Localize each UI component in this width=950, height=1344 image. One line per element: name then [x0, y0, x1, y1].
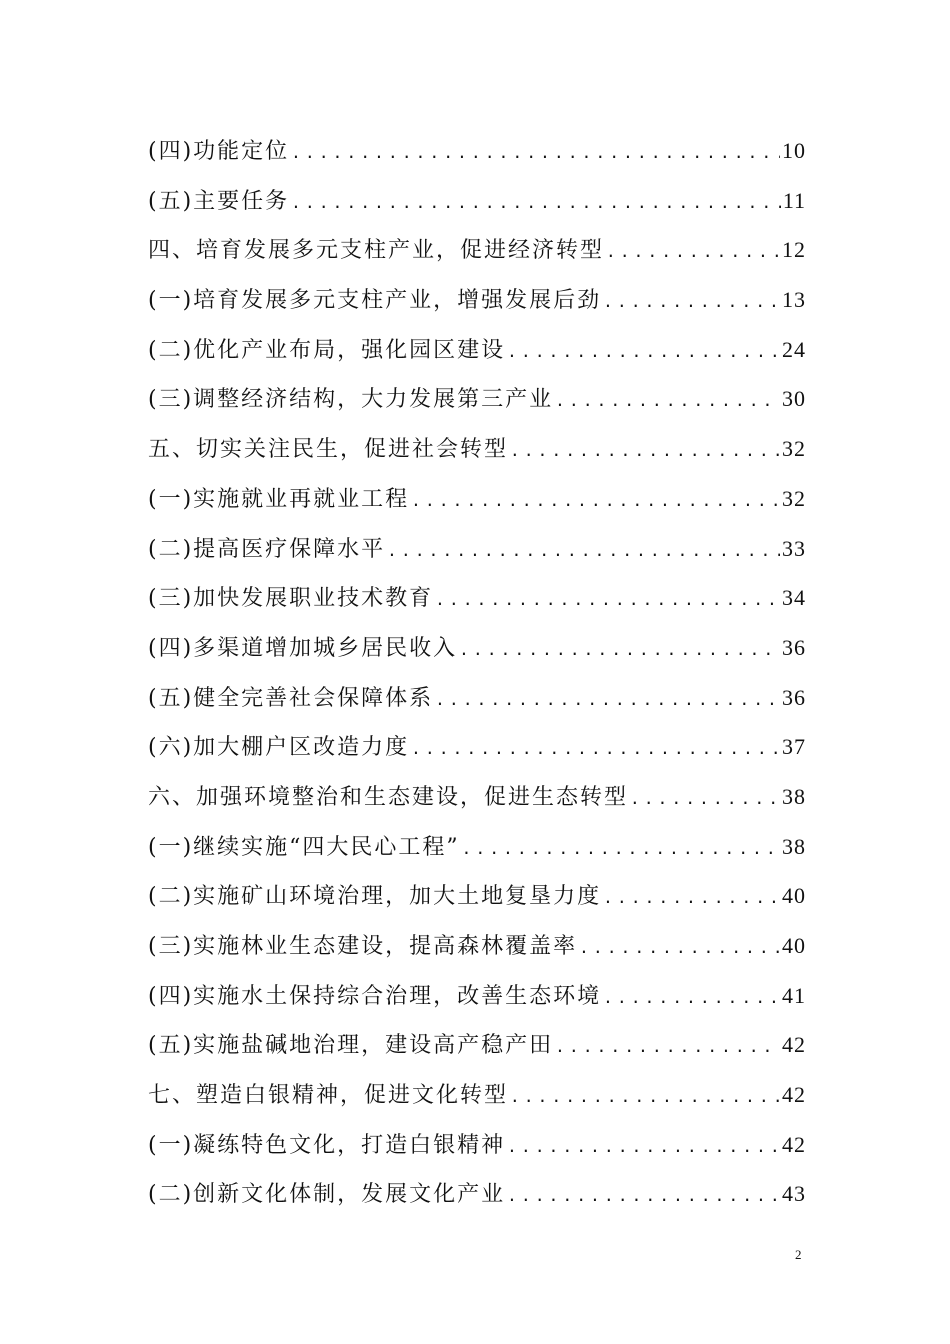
toc-leader-dots	[411, 476, 780, 526]
toc-entry-page: 12	[782, 237, 806, 263]
toc-leader-dots	[435, 675, 780, 725]
toc-entry[interactable]	[148, 822, 806, 872]
toc-entry[interactable]	[148, 573, 806, 623]
toc-entry-page: 40	[782, 883, 806, 909]
toc-entry-title: 五、切实关注民生，促进社会转型	[148, 437, 509, 463]
toc-entry[interactable]	[148, 871, 806, 921]
page-number: 2	[795, 1247, 802, 1262]
toc-entry[interactable]	[148, 325, 806, 375]
toc-leader-dots	[579, 923, 780, 973]
toc-entry-title: (一)继续实施“四大民心工程”	[148, 834, 460, 860]
toc-entry-page: 42	[782, 1032, 806, 1058]
toc-entry[interactable]	[148, 623, 806, 673]
toc-leader-dots	[555, 1022, 780, 1072]
toc-entry-page: 30	[782, 386, 806, 412]
toc-entry-title: (六)加大棚户区改造力度	[148, 735, 410, 761]
toc-leader-dots	[462, 824, 780, 874]
toc-entry[interactable]	[148, 772, 806, 822]
toc-entry-title: (一)实施就业再就业工程	[148, 486, 410, 512]
toc-entry[interactable]	[148, 1070, 806, 1120]
toc-entry-page: 33	[782, 535, 806, 561]
table-of-contents	[148, 126, 806, 1219]
toc-entry-title: (一)凝练特色文化，打造白银精神	[148, 1132, 506, 1158]
toc-entry[interactable]	[148, 673, 806, 723]
toc-entry[interactable]	[148, 524, 806, 574]
toc-entry-title: (二)实施矿山环境治理，加大土地复垦力度	[148, 884, 602, 910]
toc-entry-title: (二)创新文化体制，发展文化产业	[148, 1182, 506, 1208]
toc-leader-dots	[291, 178, 781, 228]
toc-entry-page: 38	[782, 783, 806, 809]
toc-entry-title: (二)优化产业布局，强化园区建设	[148, 337, 506, 363]
toc-entry[interactable]	[148, 971, 806, 1021]
toc-entry[interactable]	[148, 275, 806, 325]
toc-entry-page: 32	[782, 485, 806, 511]
toc-leader-dots	[510, 426, 780, 476]
toc-entry-title: (四)功能定位	[148, 139, 290, 164]
toc-leader-dots	[507, 327, 780, 377]
toc-entry-page: 24	[782, 336, 806, 362]
toc-entry-title: (五)健全完善社会保障体系	[148, 685, 434, 711]
toc-leader-dots	[606, 227, 780, 277]
toc-leader-dots	[555, 376, 780, 426]
toc-leader-dots	[387, 526, 780, 576]
toc-entry-title: (三)调整经济结构，大力发展第三产业	[148, 387, 554, 413]
toc-leader-dots	[459, 625, 780, 675]
toc-entry[interactable]	[148, 176, 806, 226]
toc-leader-dots	[507, 1122, 780, 1172]
toc-entry-title: 六、加强环境整治和生态建设，促进生态转型	[148, 784, 629, 810]
toc-leader-dots	[411, 724, 780, 774]
toc-entry-page: 11	[782, 187, 806, 213]
toc-entry-title: 四、培育发展多元支柱产业，促进经济转型	[148, 238, 605, 264]
toc-entry-page: 40	[782, 933, 806, 958]
toc-entry[interactable]	[148, 722, 806, 772]
toc-entry-page: 13	[782, 287, 806, 313]
toc-entry[interactable]	[148, 921, 806, 971]
toc-entry-title: 七、塑造白银精神，促进文化转型	[148, 1083, 509, 1109]
toc-entry-page: 36	[782, 634, 806, 660]
toc-leader-dots	[603, 973, 780, 1023]
toc-entry-title: (一)培育发展多元支柱产业，增强发展后劲	[148, 288, 602, 314]
toc-entry-title: (四)实施水土保持综合治理，改善生态环境	[148, 983, 602, 1009]
toc-entry-title: (二)提高医疗保障水平	[148, 536, 386, 562]
toc-entry-title: (三)加快发展职业技术教育	[148, 586, 434, 612]
toc-leader-dots	[435, 575, 780, 625]
toc-entry-page: 42	[782, 1131, 806, 1157]
toc-entry-page: 34	[782, 585, 806, 611]
toc-entry[interactable]	[148, 374, 806, 424]
toc-entry-title: (五)主要任务	[148, 188, 290, 214]
toc-leader-dots	[507, 1171, 780, 1221]
toc-entry[interactable]	[148, 1020, 806, 1070]
toc-leader-dots	[603, 873, 780, 923]
toc-entry[interactable]	[148, 126, 806, 176]
toc-leader-dots	[630, 774, 780, 824]
toc-entry-page: 36	[782, 684, 806, 710]
toc-leader-dots	[510, 1072, 780, 1122]
toc-leader-dots	[603, 277, 780, 327]
toc-entry-page: 37	[782, 734, 806, 760]
toc-entry-page: 10	[782, 138, 806, 163]
toc-entry[interactable]	[148, 1169, 806, 1219]
toc-entry-title: (四)多渠道增加城乡居民收入	[148, 635, 458, 661]
toc-entry[interactable]	[148, 1120, 806, 1170]
toc-entry-page: 42	[782, 1082, 806, 1108]
toc-entry-page: 38	[782, 833, 806, 859]
toc-entry-title: (三)实施林业生态建设，提高森林覆盖率	[148, 934, 578, 959]
toc-entry[interactable]	[148, 424, 806, 474]
toc-entry[interactable]	[148, 474, 806, 524]
toc-leader-dots	[291, 128, 780, 178]
toc-entry-page: 32	[782, 436, 806, 462]
toc-entry[interactable]	[148, 225, 806, 275]
toc-entry-page: 43	[782, 1181, 806, 1207]
toc-entry-title: (五)实施盐碱地治理，建设高产稳产田	[148, 1033, 554, 1059]
toc-entry-page: 41	[782, 982, 806, 1008]
